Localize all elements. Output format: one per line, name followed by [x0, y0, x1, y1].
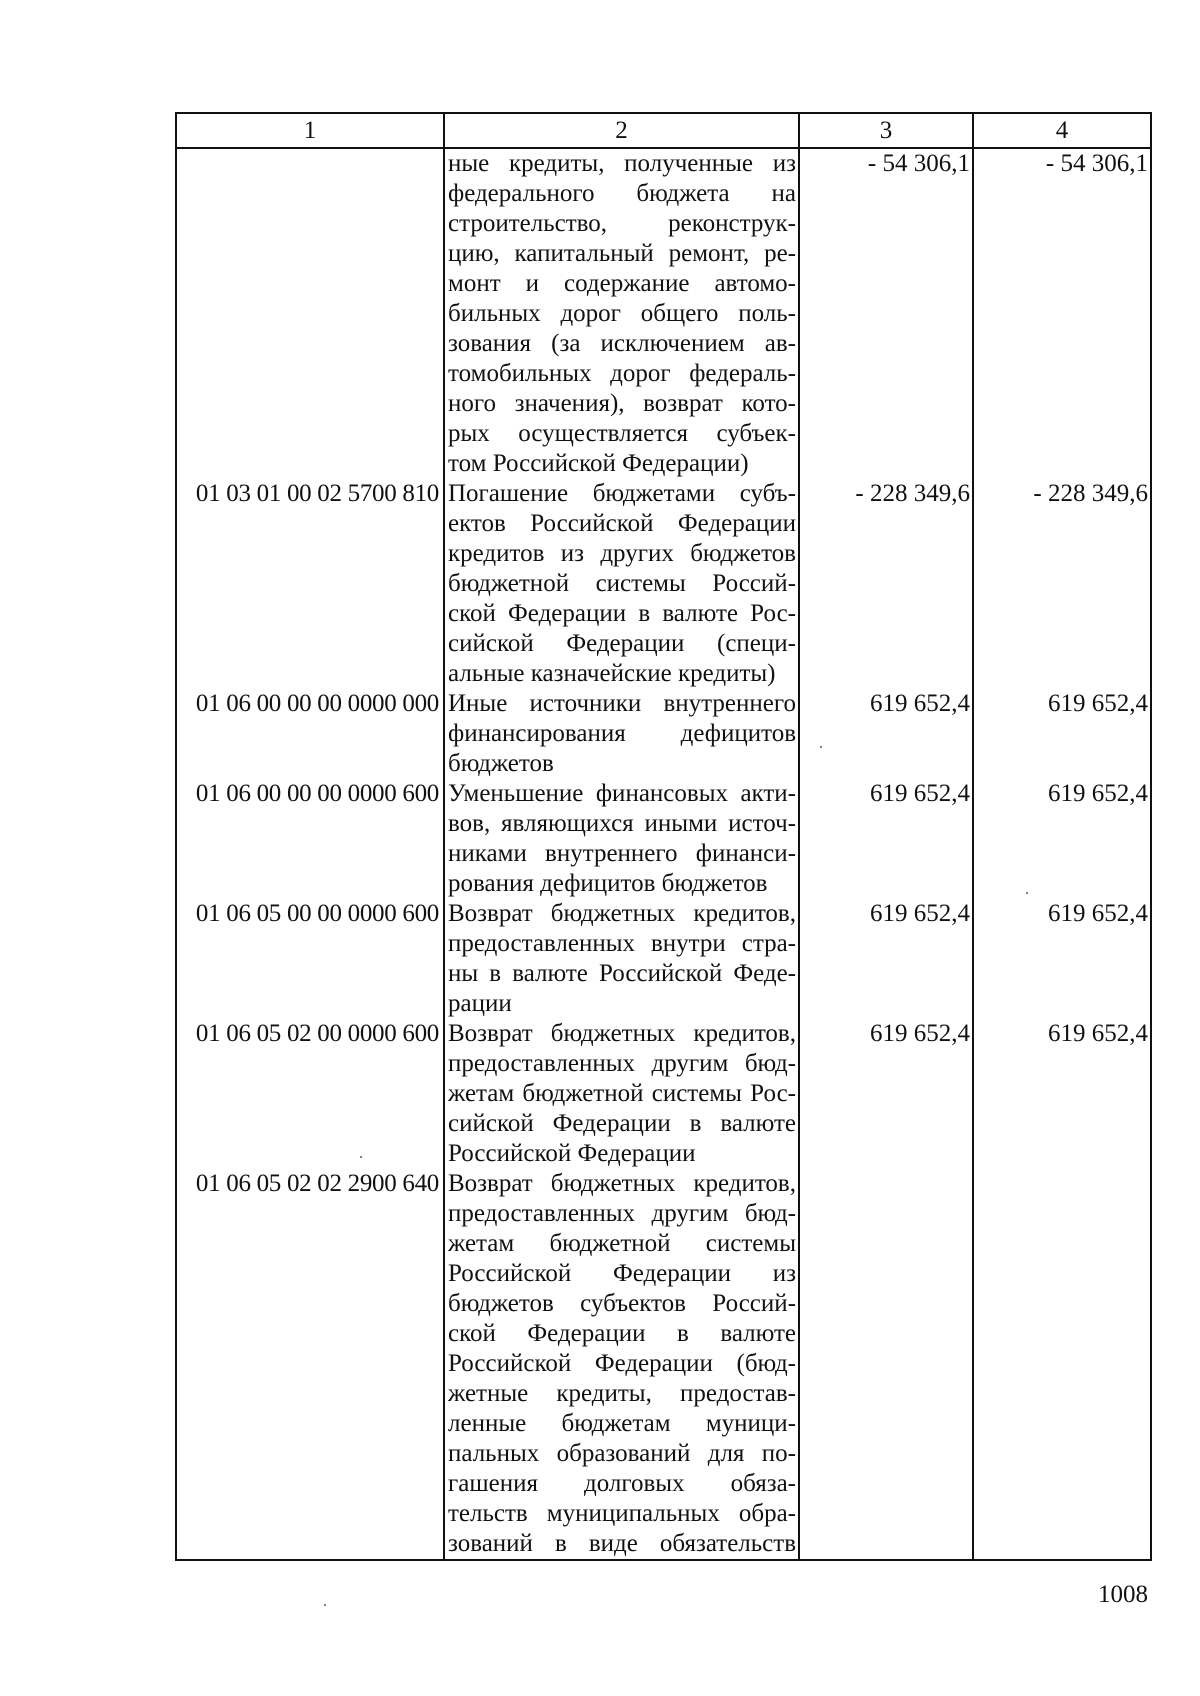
column-header-1: 1: [176, 113, 444, 148]
row-description-cell: [444, 779, 799, 899]
row-code-cell: 01 06 00 00 00 0000 600: [176, 779, 444, 899]
description-line: Возврат бюджетных кредитов,: [448, 1170, 796, 1197]
description-line: рации: [448, 990, 512, 1017]
row-amount-col3: - 54 306,1: [799, 148, 973, 479]
description-line: Уменьшение финансовых акти-: [448, 780, 796, 807]
row-description-cell: [444, 148, 799, 479]
row-code-cell: 01 06 05 02 02 2900 640: [176, 1169, 444, 1560]
row-amount-col3: 619 652,4: [799, 1019, 973, 1169]
description-line: финансирования дефицитов: [448, 720, 796, 747]
row-amount-col4: - 228 349,6: [973, 479, 1151, 689]
description-line: зований в виде обязательств: [448, 1530, 796, 1557]
row-code-cell: [176, 148, 444, 479]
row-amount-col3: - 228 349,6: [799, 479, 973, 689]
row-description-cell: [444, 479, 799, 689]
description-line: кредитов из других бюджетов: [448, 540, 796, 567]
row-description-cell: [444, 1019, 799, 1169]
description-line: ного значения), возврат кото-: [448, 390, 796, 417]
row-amount-col3: 619 652,4: [799, 899, 973, 1019]
row-amount-col3: [799, 1169, 973, 1560]
description-line: никами внутреннего финанси-: [448, 840, 796, 867]
description-line: гашения долговых обяза-: [448, 1470, 796, 1497]
column-header-4: 4: [973, 113, 1151, 148]
description-line: ленные бюджетам муници-: [448, 1410, 796, 1437]
description-line: ской Федерации в валюте: [448, 1320, 796, 1347]
row-code-cell: 01 06 05 00 00 0000 600: [176, 899, 444, 1019]
scan-speck: [820, 746, 822, 748]
description-line: жетам бюджетной системы Рос-: [448, 1080, 796, 1107]
table-row: [176, 899, 1151, 1019]
table-row: [176, 779, 1151, 899]
row-description-cell: [444, 1169, 799, 1560]
table-row: [176, 148, 1151, 479]
description-line: зования (за исключением ав-: [448, 330, 796, 357]
row-amount-col4: [973, 1169, 1151, 1560]
row-code-cell: 01 06 05 02 00 0000 600: [176, 1019, 444, 1169]
row-code-cell: 01 03 01 00 02 5700 810: [176, 479, 444, 689]
description-line: Российской Федерации из: [448, 1260, 796, 1287]
budget-sources-table: [175, 112, 1152, 1561]
column-header-2: 2: [444, 113, 799, 148]
description-line: Возврат бюджетных кредитов,: [448, 1020, 796, 1047]
column-header-3: 3: [799, 113, 973, 148]
description-line: рых осуществляется субъек-: [448, 420, 796, 447]
description-line: жетам бюджетной системы: [448, 1230, 796, 1257]
page-number: 1008: [1098, 1581, 1148, 1608]
description-line: ектов Российской Федерации: [448, 510, 796, 537]
description-line: пальных образований для по-: [448, 1440, 796, 1467]
row-amount-col4: 619 652,4: [973, 1019, 1151, 1169]
row-amount-col3: 619 652,4: [799, 779, 973, 899]
description-line: бюджетов: [448, 750, 554, 777]
description-line: федерального бюджета на: [448, 180, 796, 207]
description-line: ны в валюте Российской Феде-: [448, 960, 796, 987]
scan-speck: [360, 1156, 362, 1158]
row-description-cell: [444, 899, 799, 1019]
description-line: монт и содержание автомо-: [448, 270, 796, 297]
row-amount-col4: 619 652,4: [973, 689, 1151, 779]
table-row: [176, 479, 1151, 689]
row-amount-col4: - 54 306,1: [973, 148, 1151, 479]
header-row: [176, 113, 1151, 148]
description-line: Иные источники внутреннего: [448, 690, 796, 717]
description-line: бюджетной системы Россий-: [448, 570, 796, 597]
scan-speck: [324, 1604, 326, 1606]
description-line: предоставленных другим бюд-: [448, 1050, 796, 1077]
table-body: [176, 148, 1151, 1560]
table-row: [176, 689, 1151, 779]
description-line: рования дефицитов бюджетов: [448, 870, 768, 897]
description-line: Погашение бюджетами субъ-: [448, 480, 796, 507]
description-line: сийской Федерации в валюте: [448, 1110, 796, 1137]
table-header: [176, 113, 1151, 148]
row-code-cell: 01 06 00 00 00 0000 000: [176, 689, 444, 779]
description-line: бильных дорог общего поль-: [448, 300, 796, 327]
description-line: тельств муниципальных обра-: [448, 1500, 796, 1527]
row-amount-col4: 619 652,4: [973, 779, 1151, 899]
description-line: предоставленных внутри стра-: [448, 930, 796, 957]
row-amount-col4: 619 652,4: [973, 899, 1151, 1019]
scan-speck: [1026, 892, 1028, 894]
description-line: вов, являющихся иными источ-: [448, 810, 796, 837]
description-line: цию, капитальный ремонт, ре-: [448, 240, 796, 267]
description-line: жетные кредиты, предостав-: [448, 1380, 796, 1407]
description-line: предоставленных другим бюд-: [448, 1200, 796, 1227]
description-line: ской Федерации в валюте Рос-: [448, 600, 796, 627]
description-line: том Российской Федерации): [448, 450, 749, 477]
description-line: Российской Федерации: [448, 1140, 696, 1167]
row-amount-col3: 619 652,4: [799, 689, 973, 779]
table-row: [176, 1169, 1151, 1560]
description-line: бюджетов субъектов Россий-: [448, 1290, 796, 1317]
description-line: ные кредиты, полученные из: [448, 150, 796, 177]
description-line: альные казначейские кредиты): [448, 660, 776, 687]
description-line: Российской Федерации (бюд-: [448, 1350, 796, 1377]
description-line: сийской Федерации (специ-: [448, 630, 796, 657]
table-row: [176, 1019, 1151, 1169]
description-line: Возврат бюджетных кредитов,: [448, 900, 796, 927]
description-line: томобильных дорог федераль-: [448, 360, 796, 387]
description-line: строительство, реконструк-: [448, 210, 796, 237]
row-description-cell: [444, 689, 799, 779]
